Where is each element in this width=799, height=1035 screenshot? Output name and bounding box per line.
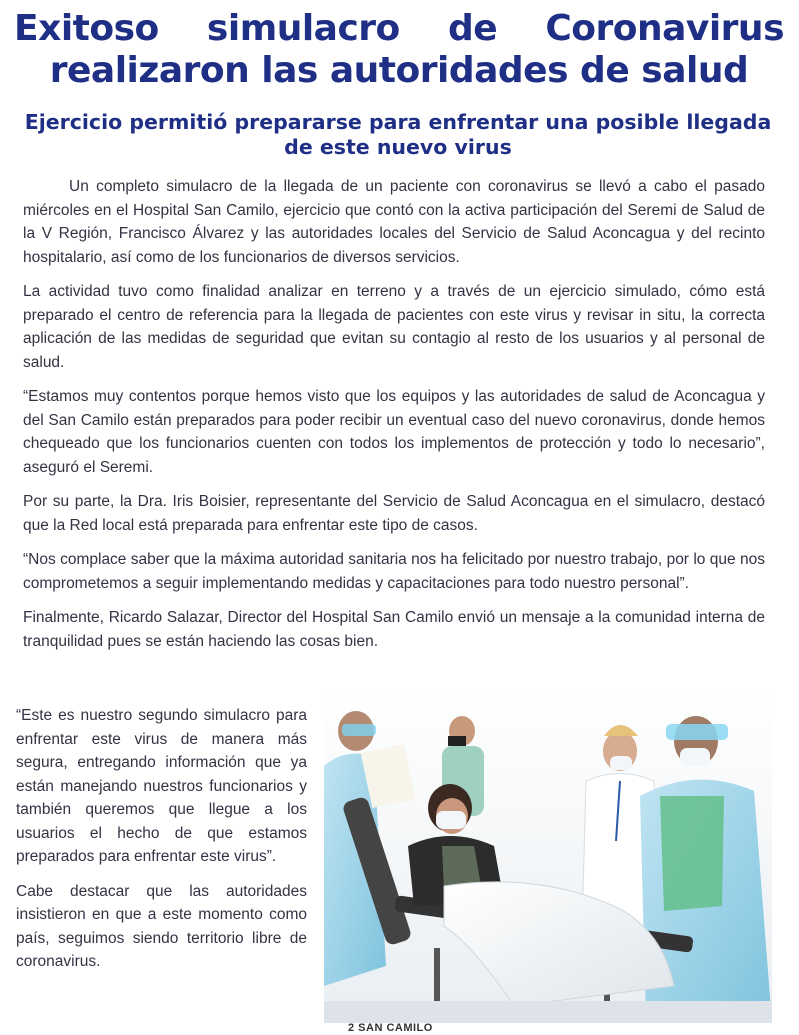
article-body bbox=[23, 175, 765, 664]
article-subheadline: Ejercicio permitió prepararse para enfrentar una posible llegada de este nuevo virus bbox=[24, 110, 772, 159]
article-paragraph: Por su parte, la Dra. Iris Boisier, representante del Servicio de Salud Aconcagua en el simulacro, destacó que la Red local está preparada para enfrentar este tipo de casos. bbox=[23, 493, 765, 534]
article-paragraph: Finalmente, Ricardo Salazar, Director del Hospital San Camilo envió un mensaje a la comunidad interna de tranquilidad pues se están haciendo las cosas bien. bbox=[23, 609, 765, 650]
sidebar-paragraph: Cabe destacar que las autoridades insistieron en que a este momento como país, seguimos siendo territorio libre de coronavirus. bbox=[16, 882, 307, 970]
sidebar-paragraph: “Este es nuestro segundo simulacro para enfrentar este virus de manera más segura, entregando información que ya están manejando nuestros funcionarios y también queremos que llegue a los usuarios el hecho de que estamos preparados para enfrentar este virus”. bbox=[16, 707, 307, 865]
simulation-photo bbox=[324, 686, 772, 1023]
article-paragraph: La actividad tuvo como finalidad analizar en terreno y a través de un ejercicio simulado, cómo está preparado el centro de referencia para la llegada de pacientes con este virus y revisar in situ, la correcta aplicación de las medidas de seguridad que evitan su contagio al resto de los usuarios y al personal de salud. bbox=[23, 283, 765, 371]
article-paragraph: Un completo simulacro de la llegada de un paciente con coronavirus se llevó a cabo el pasado miércoles en el Hospital San Camilo, ejercicio que contó con la activa participación del Seremi de Salud de la V Región, Francisco Álvarez y las autoridades locales del Servicio de Salud Aconcagua y del recinto hospitalario, así como de los funcionarios de diversos servicios. bbox=[23, 178, 765, 266]
article-headline: Exitoso simulacro de Coronavirus realizaron las autoridades de salud bbox=[14, 8, 784, 91]
article-paragraph: “Estamos muy contentos porque hemos visto que los equipos y las autoridades de salud de Aconcagua y del San Camilo están preparados para poder recibir un eventual caso del nuevo coronavirus, donde hemos chequeado que los funcionarios cuenten con todos los implementos de protección y todo lo necesario”, aseguró el Seremi. bbox=[23, 388, 765, 476]
article-paragraph: “Nos complace saber que la máxima autoridad sanitaria nos ha felicitado por nuestro trabajo, por lo que nos comprometemos a seguir implementando medidas y capacitaciones para todo nuestro personal”. bbox=[23, 551, 765, 592]
page-footer-label: 2 SAN CAMILO bbox=[348, 1022, 433, 1034]
article-sidebar-text bbox=[16, 704, 307, 985]
